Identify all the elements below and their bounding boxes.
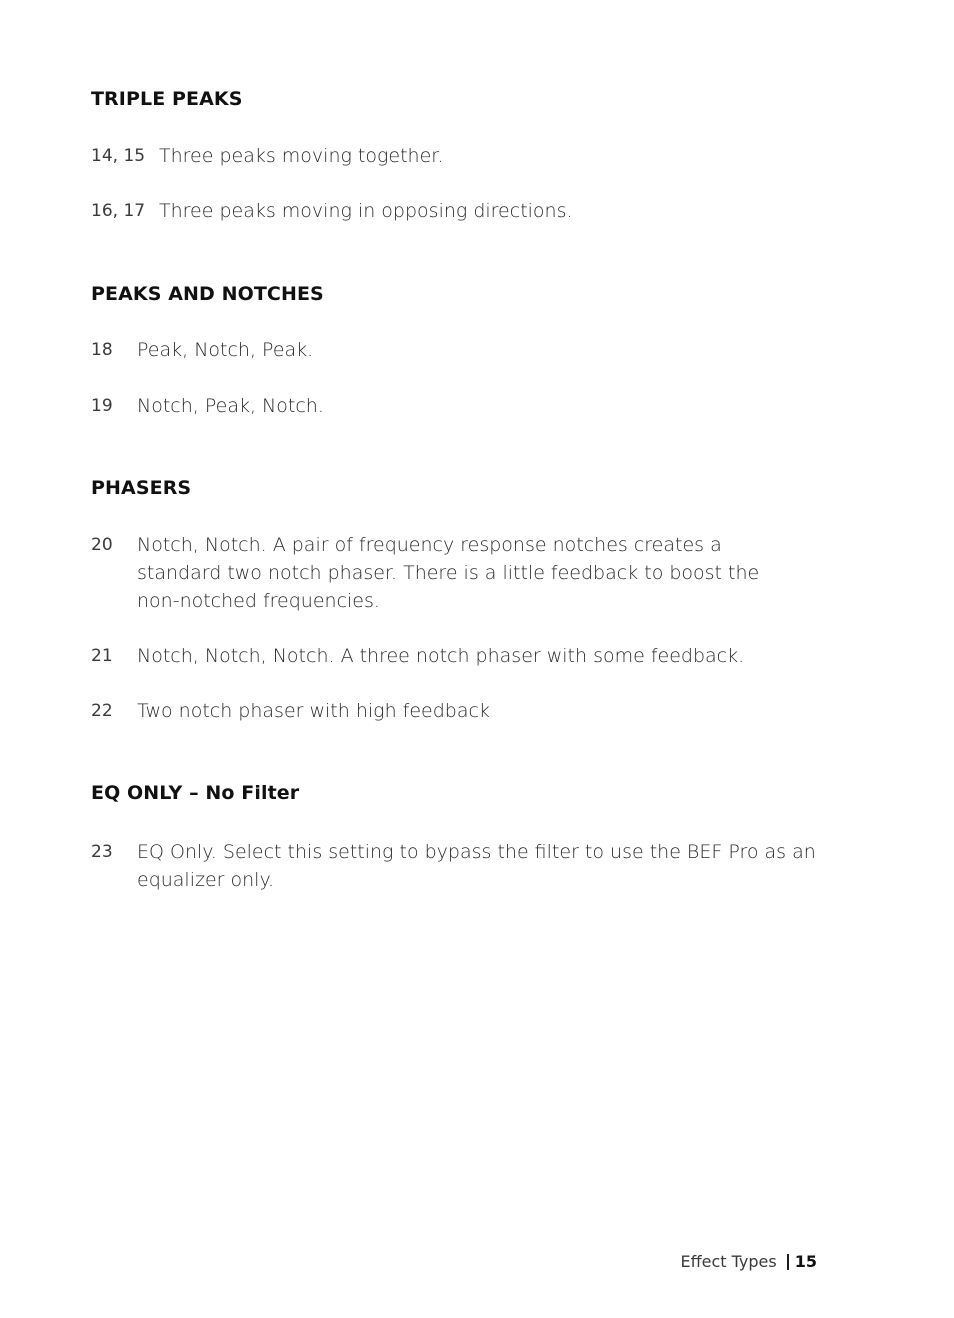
entry-text: Three peaks moving together. bbox=[159, 145, 444, 167]
section-heading-eq-only: EQ ONLY – No Filter bbox=[91, 782, 300, 804]
entry-21 bbox=[91, 642, 831, 670]
entry-text: Three peaks moving in opposing directions. bbox=[159, 200, 573, 222]
entry-number: 14, 15 bbox=[91, 146, 146, 166]
entry-14-15 bbox=[91, 142, 831, 170]
entry-text: Peak, Notch, Peak. bbox=[137, 339, 314, 361]
entry-number: 21 bbox=[91, 646, 113, 666]
page-number: 15 bbox=[794, 1252, 817, 1271]
entry-text: Notch, Notch, Notch. A three notch phaser with some feedback. bbox=[137, 645, 745, 667]
entry-number: 19 bbox=[91, 396, 113, 416]
entry-16-17 bbox=[91, 197, 831, 225]
footer-section-label: Effect Types bbox=[680, 1252, 777, 1271]
entry-text: Two notch phaser with high feedback bbox=[137, 700, 490, 722]
entry-20 bbox=[91, 531, 781, 615]
entry-number: 16, 17 bbox=[91, 201, 146, 221]
entry-number: 18 bbox=[91, 340, 113, 360]
section-heading-triple-peaks: TRIPLE PEAKS bbox=[91, 88, 243, 110]
footer-divider bbox=[787, 1254, 789, 1270]
entry-18 bbox=[91, 336, 831, 364]
entry-number: 23 bbox=[91, 842, 113, 862]
entry-number: 22 bbox=[91, 701, 113, 721]
entry-19 bbox=[91, 392, 831, 420]
page-footer bbox=[681, 1252, 817, 1271]
entry-text: Notch, Notch. A pair of frequency response notches creates a standard two notch phaser. There is a little feedback to boost the non-notched frequencies. bbox=[137, 534, 760, 612]
entry-22 bbox=[91, 697, 831, 725]
entry-number: 20 bbox=[91, 535, 113, 555]
entry-text: EQ Only. Select this setting to bypass the filter to use the BEF Pro as an equalizer only. bbox=[137, 841, 816, 891]
entry-text: Notch, Peak, Notch. bbox=[137, 395, 324, 417]
entry-23 bbox=[91, 838, 819, 894]
section-heading-peaks-and-notches: PEAKS AND NOTCHES bbox=[91, 283, 324, 305]
section-heading-phasers: PHASERS bbox=[91, 477, 192, 499]
